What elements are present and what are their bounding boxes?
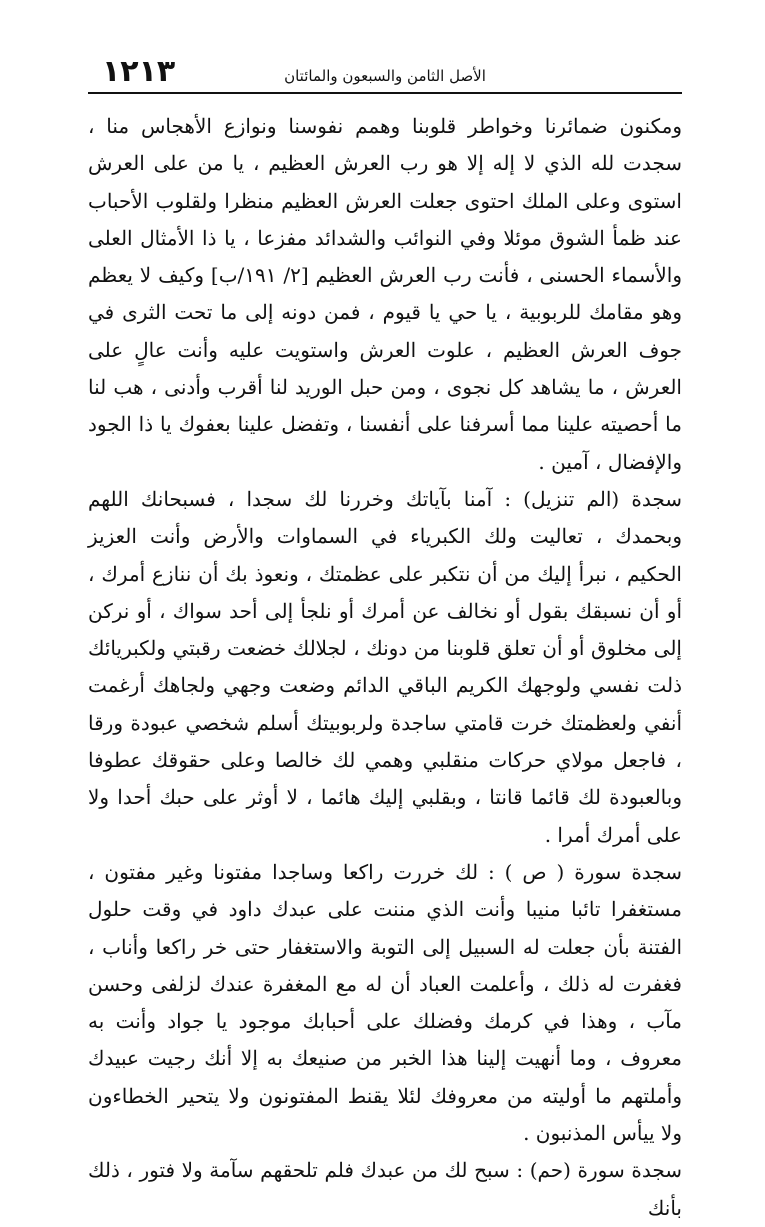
running-title: الأصل الثامن والسبعون والمائتان bbox=[284, 67, 486, 85]
paragraph: سجدة (الم تنزيل) : آمنا بآياتك وخررنا لك سجدا ، فسبحانك اللهم وبحمدك ، تعاليت ولك الكبرياء في السماوات والأرض وأنت العزيز الحكيم ، نبرأ إليك من أن نتكبر على عظمتك ، ونعوذ بك أن ننازع أمرك ، أو أن نسبقك بقول أو نخالف عن أمرك أو نلجأ إلى أحد سواك ، أو نركن إلى مخلوق أو أن تعلق قلوبنا من دونك ، لجلالك خضعت رقبتي ولكبريائك ذلت نفسي ولوجهك الكريم الباقي الدائم وضعت وجهي ولجاهك أرغمت أنفي ولعظمتك خرت قامتي ساجدة ولربوبيتك أسلم شخصي عبودة ورقا ، فاجعل مولاي حركات منقلبي وهمي لك خالصا وعلى حقوقك عطوفا وبالعبودة لك قائما قانتا ، وبقلبي إليك هائما ، لا أوثر على حبك أحدا ولا على أمرك أمرا . bbox=[88, 486, 682, 847]
page-header bbox=[88, 52, 682, 94]
paragraph: سجدة سورة ( ص ) : لك خررت راكعا وساجدا مفتونا وغير مفتون ، مستغفرا تائبا منيبا وأنت الذي مننت على عبدك داود في وقت حلول الفتنة بأن جعلت له السبيل إلى التوبة والاستغفار حتى خر راكعا وأناب ، فغفرت له ذلك ، وأعلمت العباد أن له مع المغفرة عندك لزلفى وحسن مآب ، وهذا في كرمك وفضلك على أحبابك موجود يا جواد وأنت به معروف ، وما أنهيت إلينا هذا الخبر من صنيعك به إلا أنك رجيت عبيدك وأملتهم ما أوليته من معروفك لئلا يقنط المفتونون ولا يتحير الخطاءون ولا ييأس المذنبون . bbox=[88, 859, 682, 1146]
paragraph: سجدة سورة (حم) : سبح لك من عبدك فلم تلحقهم سآمة ولا فتور ، ذلك بأنك bbox=[88, 1158, 682, 1220]
body-text bbox=[88, 108, 682, 1227]
page-number: ١٢١٣ bbox=[102, 54, 176, 89]
paragraph: ومكنون ضمائرنا وخواطر قلوبنا وهمم نفوسنا ونوازع الأهجاس منا ، سجدت لله الذي لا إله إلا هو رب العرش العظيم ، يا من على العرش استوى وعلى الملك احتوى جعلت العرش العظيم منظرا ولقلوب الأحباب عند ظمأ الشوق موئلا وفي النوائب والشدائد مفزعا ، يا ذا الأمثال العلى والأسماء الحسنى ، فأنت رب العرش العظيم [٢/ ١٩١/ب] وكيف لا يعظم وهو مقامك للربوبية ، يا حي يا قيوم ، فمن دونه إلى ما تحت الثرى في جوف العرش العظيم ، علوت العرش واستويت عليه وأنت عالٍ على العرش ، ما يشاهد كل نجوى ، ومن حبل الوريد لنا أقرب وأدنى ، هب لنا ما أحصيته علينا مما أسرفنا على أنفسنا ، وتفضل علينا بعفوك يا ذا الجود والإفضال ، آمين . bbox=[88, 114, 682, 474]
